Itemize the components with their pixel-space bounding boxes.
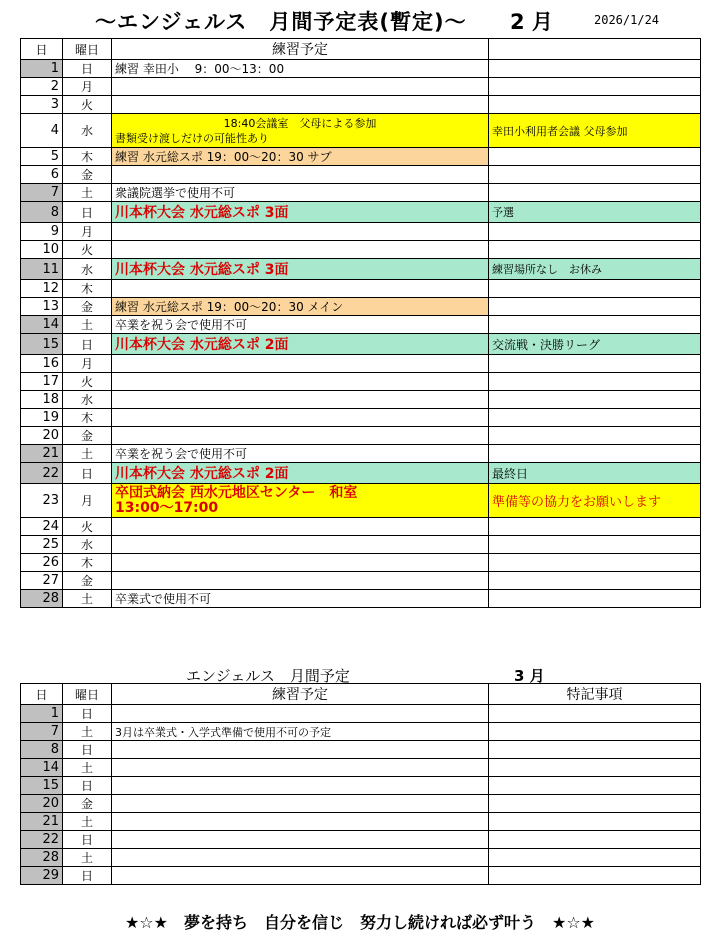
table-row xyxy=(21,849,701,867)
plan-cell xyxy=(112,409,489,427)
weekday-cell: 火 xyxy=(63,96,112,114)
note-cell xyxy=(489,298,701,316)
table-row xyxy=(21,241,701,259)
plan-cell xyxy=(112,849,489,867)
table-row xyxy=(21,484,701,518)
weekday-cell: 土 xyxy=(63,590,112,608)
table-row xyxy=(21,572,701,590)
table-row xyxy=(21,223,701,241)
plan-cell xyxy=(112,536,489,554)
table-row xyxy=(21,114,701,148)
weekday-cell: 水 xyxy=(63,114,112,148)
plan-cell xyxy=(112,280,489,298)
note-cell xyxy=(489,759,701,777)
team-motto: ★☆★ 夢を持ち 自分を信じ 努力し続ければ必ず叶う ★☆★ xyxy=(124,913,596,932)
table-row xyxy=(21,554,701,572)
day-cell: 21 xyxy=(21,813,63,831)
note-cell xyxy=(489,184,701,202)
weekday-cell: 日 xyxy=(63,60,112,78)
weekday-cell: 日 xyxy=(63,463,112,484)
plan-cell xyxy=(112,484,489,518)
notes-column-header xyxy=(489,39,701,60)
weekday-cell: 木 xyxy=(63,148,112,166)
table-header-row xyxy=(21,39,701,60)
table-row xyxy=(21,409,701,427)
note-cell: 最終日 xyxy=(489,463,701,484)
note-cell xyxy=(489,777,701,795)
table-row xyxy=(21,96,701,114)
weekday-cell: 木 xyxy=(63,554,112,572)
plan-line: 13:00～17:00 xyxy=(115,499,219,516)
table-row xyxy=(21,831,701,849)
february-title: ～エンジェルス 月間予定表(暫定)～ xyxy=(95,10,467,34)
weekday-cell: 金 xyxy=(63,795,112,813)
day-cell: 28 xyxy=(21,590,63,608)
table-row xyxy=(21,298,701,316)
weekday-cell: 水 xyxy=(63,259,112,280)
table-row xyxy=(21,590,701,608)
plan-cell xyxy=(112,554,489,572)
note-cell xyxy=(489,280,701,298)
day-column-header: 日 xyxy=(21,39,63,60)
note-cell xyxy=(489,849,701,867)
plan-cell: 川本杯大会 水元総スポ 3面 xyxy=(112,259,489,280)
note-cell xyxy=(489,795,701,813)
note-cell xyxy=(489,78,701,96)
plan-cell: 衆議院選挙で使用不可 xyxy=(112,184,489,202)
plan-cell xyxy=(112,355,489,373)
table-row xyxy=(21,445,701,463)
day-cell: 20 xyxy=(21,795,63,813)
day-cell: 1 xyxy=(21,60,63,78)
day-cell: 20 xyxy=(21,427,63,445)
day-column-header: 日 xyxy=(21,684,63,705)
note-cell xyxy=(489,148,701,166)
note-cell: 予選 xyxy=(489,202,701,223)
plan-cell xyxy=(112,114,489,148)
weekday-cell: 日 xyxy=(63,831,112,849)
note-cell xyxy=(489,445,701,463)
notes-column-header: 特記事項 xyxy=(489,684,701,705)
weekday-cell: 金 xyxy=(63,166,112,184)
weekday-cell: 土 xyxy=(63,445,112,463)
plan-cell xyxy=(112,705,489,723)
day-cell: 17 xyxy=(21,373,63,391)
plan-cell xyxy=(112,795,489,813)
table-row xyxy=(21,741,701,759)
note-cell xyxy=(489,355,701,373)
note-cell xyxy=(489,427,701,445)
weekday-column-header: 曜日 xyxy=(63,39,112,60)
plan-cell xyxy=(112,777,489,795)
note-cell xyxy=(489,741,701,759)
day-cell: 4 xyxy=(21,114,63,148)
day-cell: 9 xyxy=(21,223,63,241)
plan-line: 書類受け渡しだけの可能性あり xyxy=(115,131,269,145)
weekday-cell: 火 xyxy=(63,241,112,259)
weekday-column-header: 曜日 xyxy=(63,684,112,705)
day-cell: 28 xyxy=(21,849,63,867)
day-cell: 3 xyxy=(21,96,63,114)
plan-cell: 川本杯大会 水元総スポ 3面 xyxy=(112,202,489,223)
day-cell: 24 xyxy=(21,518,63,536)
note-cell xyxy=(489,705,701,723)
day-cell: 18 xyxy=(21,391,63,409)
table-row xyxy=(21,759,701,777)
weekday-cell: 日 xyxy=(63,867,112,885)
plan-cell xyxy=(112,572,489,590)
march-schedule-table xyxy=(20,683,701,885)
plan-cell: 練習 水元総スポ 19：00～20：30 メイン xyxy=(112,298,489,316)
table-row xyxy=(21,60,701,78)
day-cell: 22 xyxy=(21,831,63,849)
note-cell xyxy=(489,723,701,741)
note-cell xyxy=(489,813,701,831)
day-cell: 15 xyxy=(21,334,63,355)
note-cell xyxy=(489,166,701,184)
note-cell xyxy=(489,409,701,427)
plan-cell: 練習 幸田小 9：00～13：00 xyxy=(112,60,489,78)
table-row xyxy=(21,202,701,223)
plan-cell: 3月は卒業式・入学式準備で使用不可の予定 xyxy=(112,723,489,741)
weekday-cell: 土 xyxy=(63,184,112,202)
weekday-cell: 日 xyxy=(63,777,112,795)
table-row xyxy=(21,184,701,202)
plan-cell xyxy=(112,373,489,391)
february-month-label: 2 月 xyxy=(510,10,553,34)
note-cell xyxy=(489,223,701,241)
table-row xyxy=(21,78,701,96)
table-row xyxy=(21,316,701,334)
day-cell: 22 xyxy=(21,463,63,484)
weekday-cell: 日 xyxy=(63,705,112,723)
weekday-cell: 木 xyxy=(63,409,112,427)
weekday-cell: 金 xyxy=(63,572,112,590)
table-row xyxy=(21,166,701,184)
weekday-cell: 土 xyxy=(63,813,112,831)
weekday-cell: 金 xyxy=(63,427,112,445)
plan-cell: 川本杯大会 水元総スポ 2面 xyxy=(112,334,489,355)
plan-cell xyxy=(112,741,489,759)
day-cell: 29 xyxy=(21,867,63,885)
note-cell xyxy=(489,391,701,409)
table-row xyxy=(21,463,701,484)
day-cell: 25 xyxy=(21,536,63,554)
plan-cell xyxy=(112,391,489,409)
plan-cell xyxy=(112,427,489,445)
table-row xyxy=(21,391,701,409)
plan-cell: 川本杯大会 水元総スポ 2面 xyxy=(112,463,489,484)
issue-date: 2026/1/24 xyxy=(594,13,660,27)
table-row xyxy=(21,148,701,166)
table-row xyxy=(21,334,701,355)
plan-cell xyxy=(112,78,489,96)
day-cell: 11 xyxy=(21,259,63,280)
day-cell: 7 xyxy=(21,723,63,741)
weekday-cell: 火 xyxy=(63,518,112,536)
march-month-label: 3 月 xyxy=(514,667,545,685)
plan-cell xyxy=(112,223,489,241)
note-cell xyxy=(489,867,701,885)
table-row xyxy=(21,259,701,280)
day-cell: 2 xyxy=(21,78,63,96)
weekday-cell: 月 xyxy=(63,355,112,373)
note-cell: 準備等の協力をお願いします xyxy=(489,484,701,518)
february-schedule-table xyxy=(20,38,701,608)
weekday-cell: 水 xyxy=(63,536,112,554)
day-cell: 26 xyxy=(21,554,63,572)
day-cell: 1 xyxy=(21,705,63,723)
weekday-cell: 金 xyxy=(63,298,112,316)
weekday-cell: 日 xyxy=(63,202,112,223)
plan-line: 卒団式納会 西水元地区センター 和室 xyxy=(115,484,358,501)
day-cell: 10 xyxy=(21,241,63,259)
plan-cell xyxy=(112,813,489,831)
table-row xyxy=(21,705,701,723)
table-header-row xyxy=(21,684,701,705)
note-cell xyxy=(489,572,701,590)
weekday-cell: 土 xyxy=(63,723,112,741)
plan-line: 18:40会議室 父母による参加 xyxy=(223,116,377,130)
plan-cell xyxy=(112,867,489,885)
weekday-cell: 木 xyxy=(63,280,112,298)
table-row xyxy=(21,280,701,298)
table-row xyxy=(21,427,701,445)
table-row xyxy=(21,373,701,391)
table-row xyxy=(21,795,701,813)
note-cell: 幸田小利用者会議 父母参加 xyxy=(489,114,701,148)
weekday-cell: 月 xyxy=(63,484,112,518)
weekday-cell: 日 xyxy=(63,741,112,759)
note-cell xyxy=(489,241,701,259)
weekday-cell: 月 xyxy=(63,223,112,241)
table-row xyxy=(21,355,701,373)
plan-cell xyxy=(112,96,489,114)
plan-column-header: 練習予定 xyxy=(112,684,489,705)
day-cell: 23 xyxy=(21,484,63,518)
note-cell xyxy=(489,60,701,78)
note-cell xyxy=(489,536,701,554)
note-cell xyxy=(489,96,701,114)
march-title: エンジェルス 月間予定 xyxy=(186,667,350,685)
day-cell: 19 xyxy=(21,409,63,427)
plan-column-header: 練習予定 xyxy=(112,39,489,60)
table-row xyxy=(21,867,701,885)
note-cell xyxy=(489,518,701,536)
weekday-cell: 土 xyxy=(63,849,112,867)
weekday-cell: 火 xyxy=(63,373,112,391)
weekday-cell: 日 xyxy=(63,334,112,355)
note-cell xyxy=(489,554,701,572)
note-cell: 練習場所なし お休み xyxy=(489,259,701,280)
plan-cell xyxy=(112,166,489,184)
table-row xyxy=(21,723,701,741)
weekday-cell: 土 xyxy=(63,316,112,334)
plan-cell: 練習 水元総スポ 19：00～20：30 サブ xyxy=(112,148,489,166)
note-cell xyxy=(489,373,701,391)
day-cell: 16 xyxy=(21,355,63,373)
day-cell: 8 xyxy=(21,202,63,223)
weekday-cell: 月 xyxy=(63,78,112,96)
weekday-cell: 水 xyxy=(63,391,112,409)
plan-cell: 卒業式で使用不可 xyxy=(112,590,489,608)
day-cell: 6 xyxy=(21,166,63,184)
plan-cell: 卒業を祝う会で使用不可 xyxy=(112,316,489,334)
note-cell: 交流戦・決勝リーグ xyxy=(489,334,701,355)
plan-cell xyxy=(112,518,489,536)
table-row xyxy=(21,777,701,795)
day-cell: 8 xyxy=(21,741,63,759)
day-cell: 12 xyxy=(21,280,63,298)
table-row xyxy=(21,813,701,831)
table-row xyxy=(21,536,701,554)
table-row xyxy=(21,518,701,536)
note-cell xyxy=(489,831,701,849)
plan-cell xyxy=(112,241,489,259)
day-cell: 7 xyxy=(21,184,63,202)
note-cell xyxy=(489,316,701,334)
day-cell: 27 xyxy=(21,572,63,590)
day-cell: 15 xyxy=(21,777,63,795)
plan-cell: 卒業を祝う会で使用不可 xyxy=(112,445,489,463)
day-cell: 14 xyxy=(21,316,63,334)
weekday-cell: 土 xyxy=(63,759,112,777)
day-cell: 13 xyxy=(21,298,63,316)
plan-cell xyxy=(112,759,489,777)
day-cell: 14 xyxy=(21,759,63,777)
plan-cell xyxy=(112,831,489,849)
note-cell xyxy=(489,590,701,608)
day-cell: 5 xyxy=(21,148,63,166)
day-cell: 21 xyxy=(21,445,63,463)
